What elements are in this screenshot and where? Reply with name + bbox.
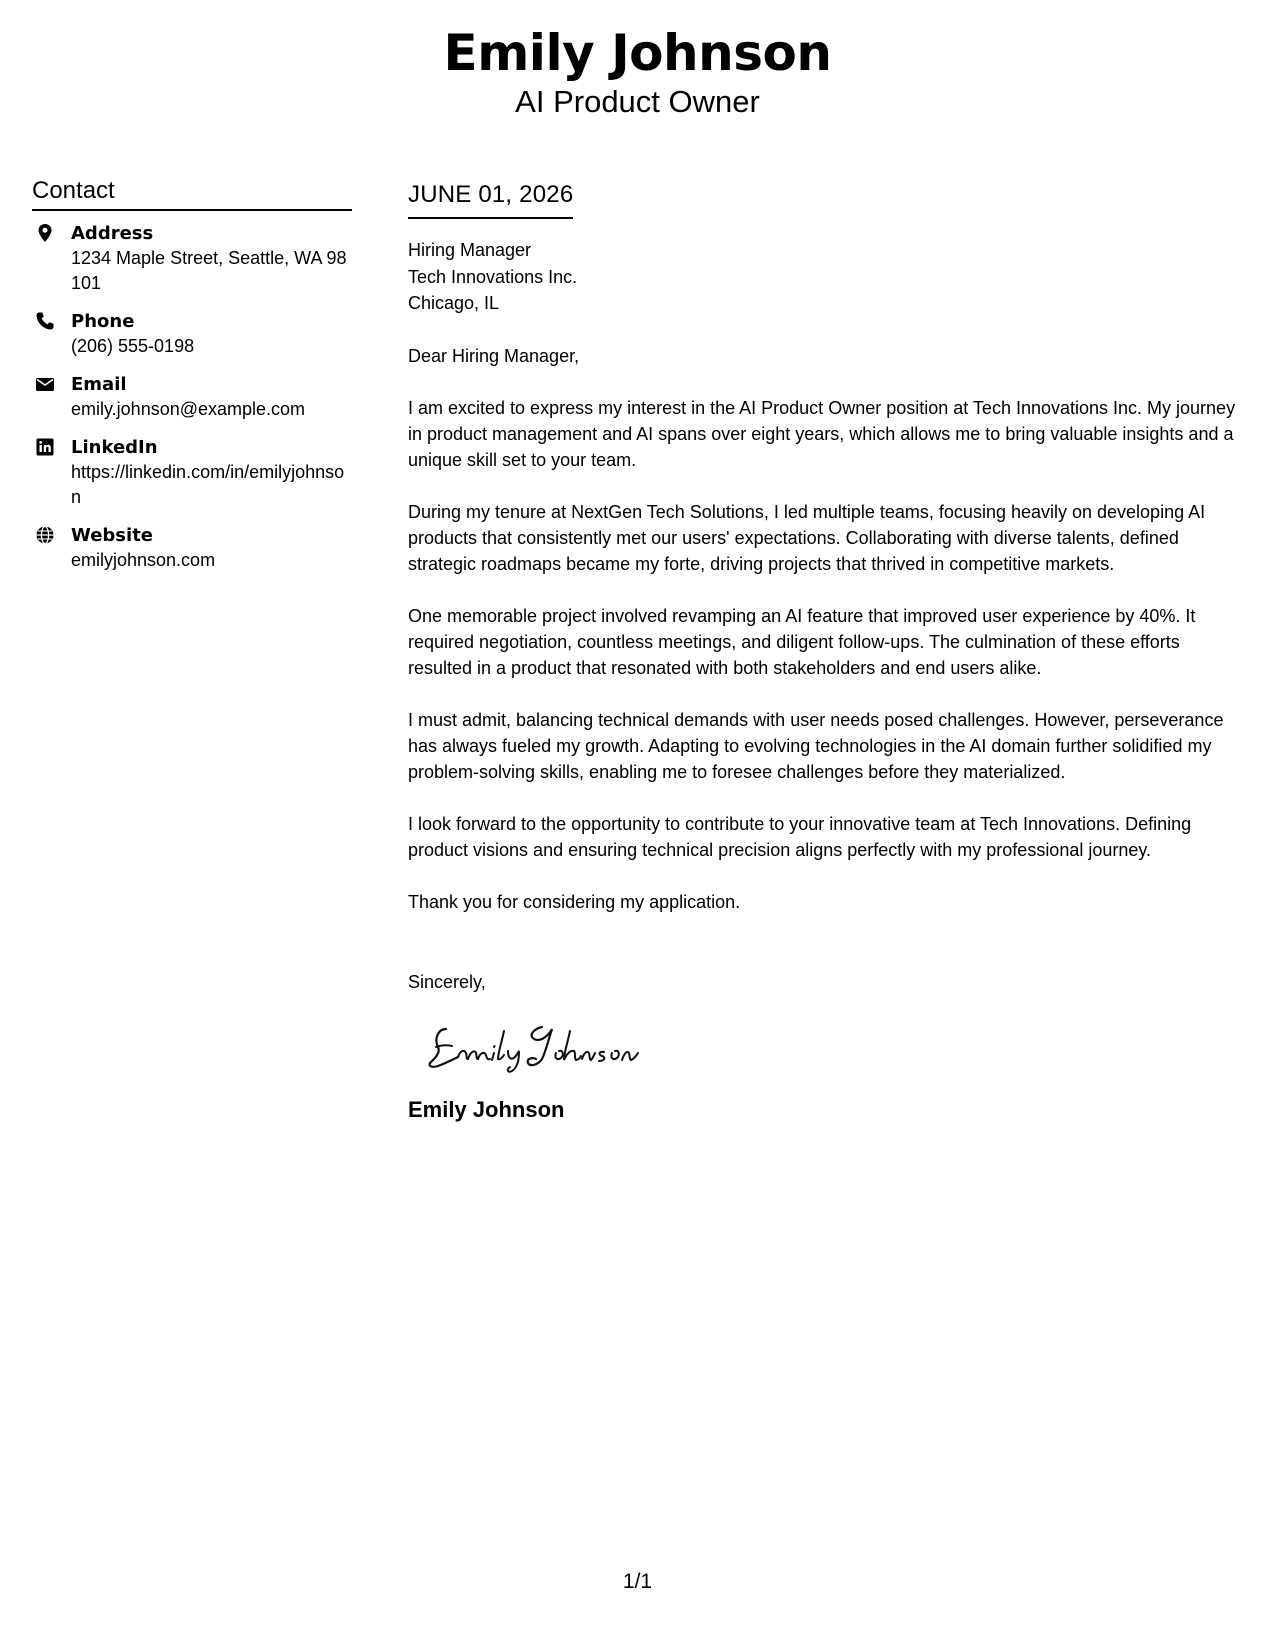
signer-name: Emily Johnson	[408, 1096, 565, 1122]
closing: Sincerely,	[408, 971, 486, 992]
email-value: emily.johnson@example.com	[71, 399, 306, 419]
map-pin-icon	[35, 223, 55, 243]
contact-label: Address	[71, 223, 154, 244]
page-number: 1/1	[622, 1570, 653, 1593]
linkedin-value: https://linkedin.com/in/emilyjohnson	[71, 462, 345, 507]
contact-label: Email	[71, 374, 127, 395]
address-value: 1234 Maple Street, Seattle, WA 98101	[71, 248, 347, 293]
salutation: Dear Hiring Manager,	[408, 345, 580, 366]
contact-list	[32, 221, 352, 573]
contact-sidebar	[32, 176, 352, 586]
globe-icon	[35, 525, 55, 545]
applicant-title: AI Product Owner	[515, 84, 760, 119]
contact-heading: Contact	[32, 176, 352, 211]
letter-header	[0, 22, 1275, 120]
paragraph: I am excited to express my interest in the AI Product Owner position at Tech Innovations Inc. My journey in product management and AI spans over eight years, which allows me to bring valuable insights and a unique skill set to your team.	[408, 397, 1236, 470]
paragraph: Thank you for considering my application.	[408, 891, 741, 912]
paragraph: I look forward to the opportunity to contribute to your innovative team at Tech Innovations. Defining product visions and ensuring technical precision aligns perfectly with my professional journey.	[408, 813, 1192, 860]
paragraph: One memorable project involved revamping an AI feature that improved user experience by 40%. It required negotiation, countless meetings, and diligent follow-ups. The culmination of these efforts resulted in a product that resonated with both stakeholders and end users alike.	[408, 605, 1196, 678]
handwritten-signature	[424, 1015, 664, 1075]
contact-item-email	[32, 372, 352, 422]
linkedin-icon	[35, 437, 55, 457]
envelope-icon	[35, 374, 55, 394]
contact-label: Phone	[71, 311, 135, 332]
phone-icon	[35, 311, 55, 331]
contact-label: Website	[71, 525, 154, 546]
paragraph: I must admit, balancing technical demands with user needs posed challenges. However, perseverance has always fueled my growth. Adapting to evolving technologies in the AI domain further solidified my problem-solving skills, enabling me to foresee challenges before they materialized.	[408, 709, 1224, 782]
letter-body	[408, 178, 1243, 1124]
website-value: emilyjohnson.com	[71, 550, 216, 570]
recipient-line: Hiring Manager	[408, 240, 532, 260]
contact-item-website	[32, 523, 352, 573]
contact-item-phone	[32, 309, 352, 359]
phone-value: (206) 555-0198	[71, 336, 195, 356]
paragraph: During my tenure at NextGen Tech Solutions, I led multiple teams, focusing heavily on developing AI products that consistently met our users' expectations. Collaborating with diverse talents, defined strategic roadmaps became my forte, driving projects that thrived in competitive markets.	[408, 501, 1206, 574]
recipient-line: Tech Innovations Inc.	[408, 266, 578, 287]
recipient-block	[408, 237, 1243, 317]
applicant-name: Emily Johnson	[443, 24, 832, 82]
letter-date: JUNE 01, 2026	[408, 178, 573, 219]
recipient-line: Chicago, IL	[408, 293, 500, 313]
contact-label: LinkedIn	[71, 437, 158, 458]
contact-item-address	[32, 221, 352, 296]
contact-item-linkedin	[32, 435, 352, 510]
